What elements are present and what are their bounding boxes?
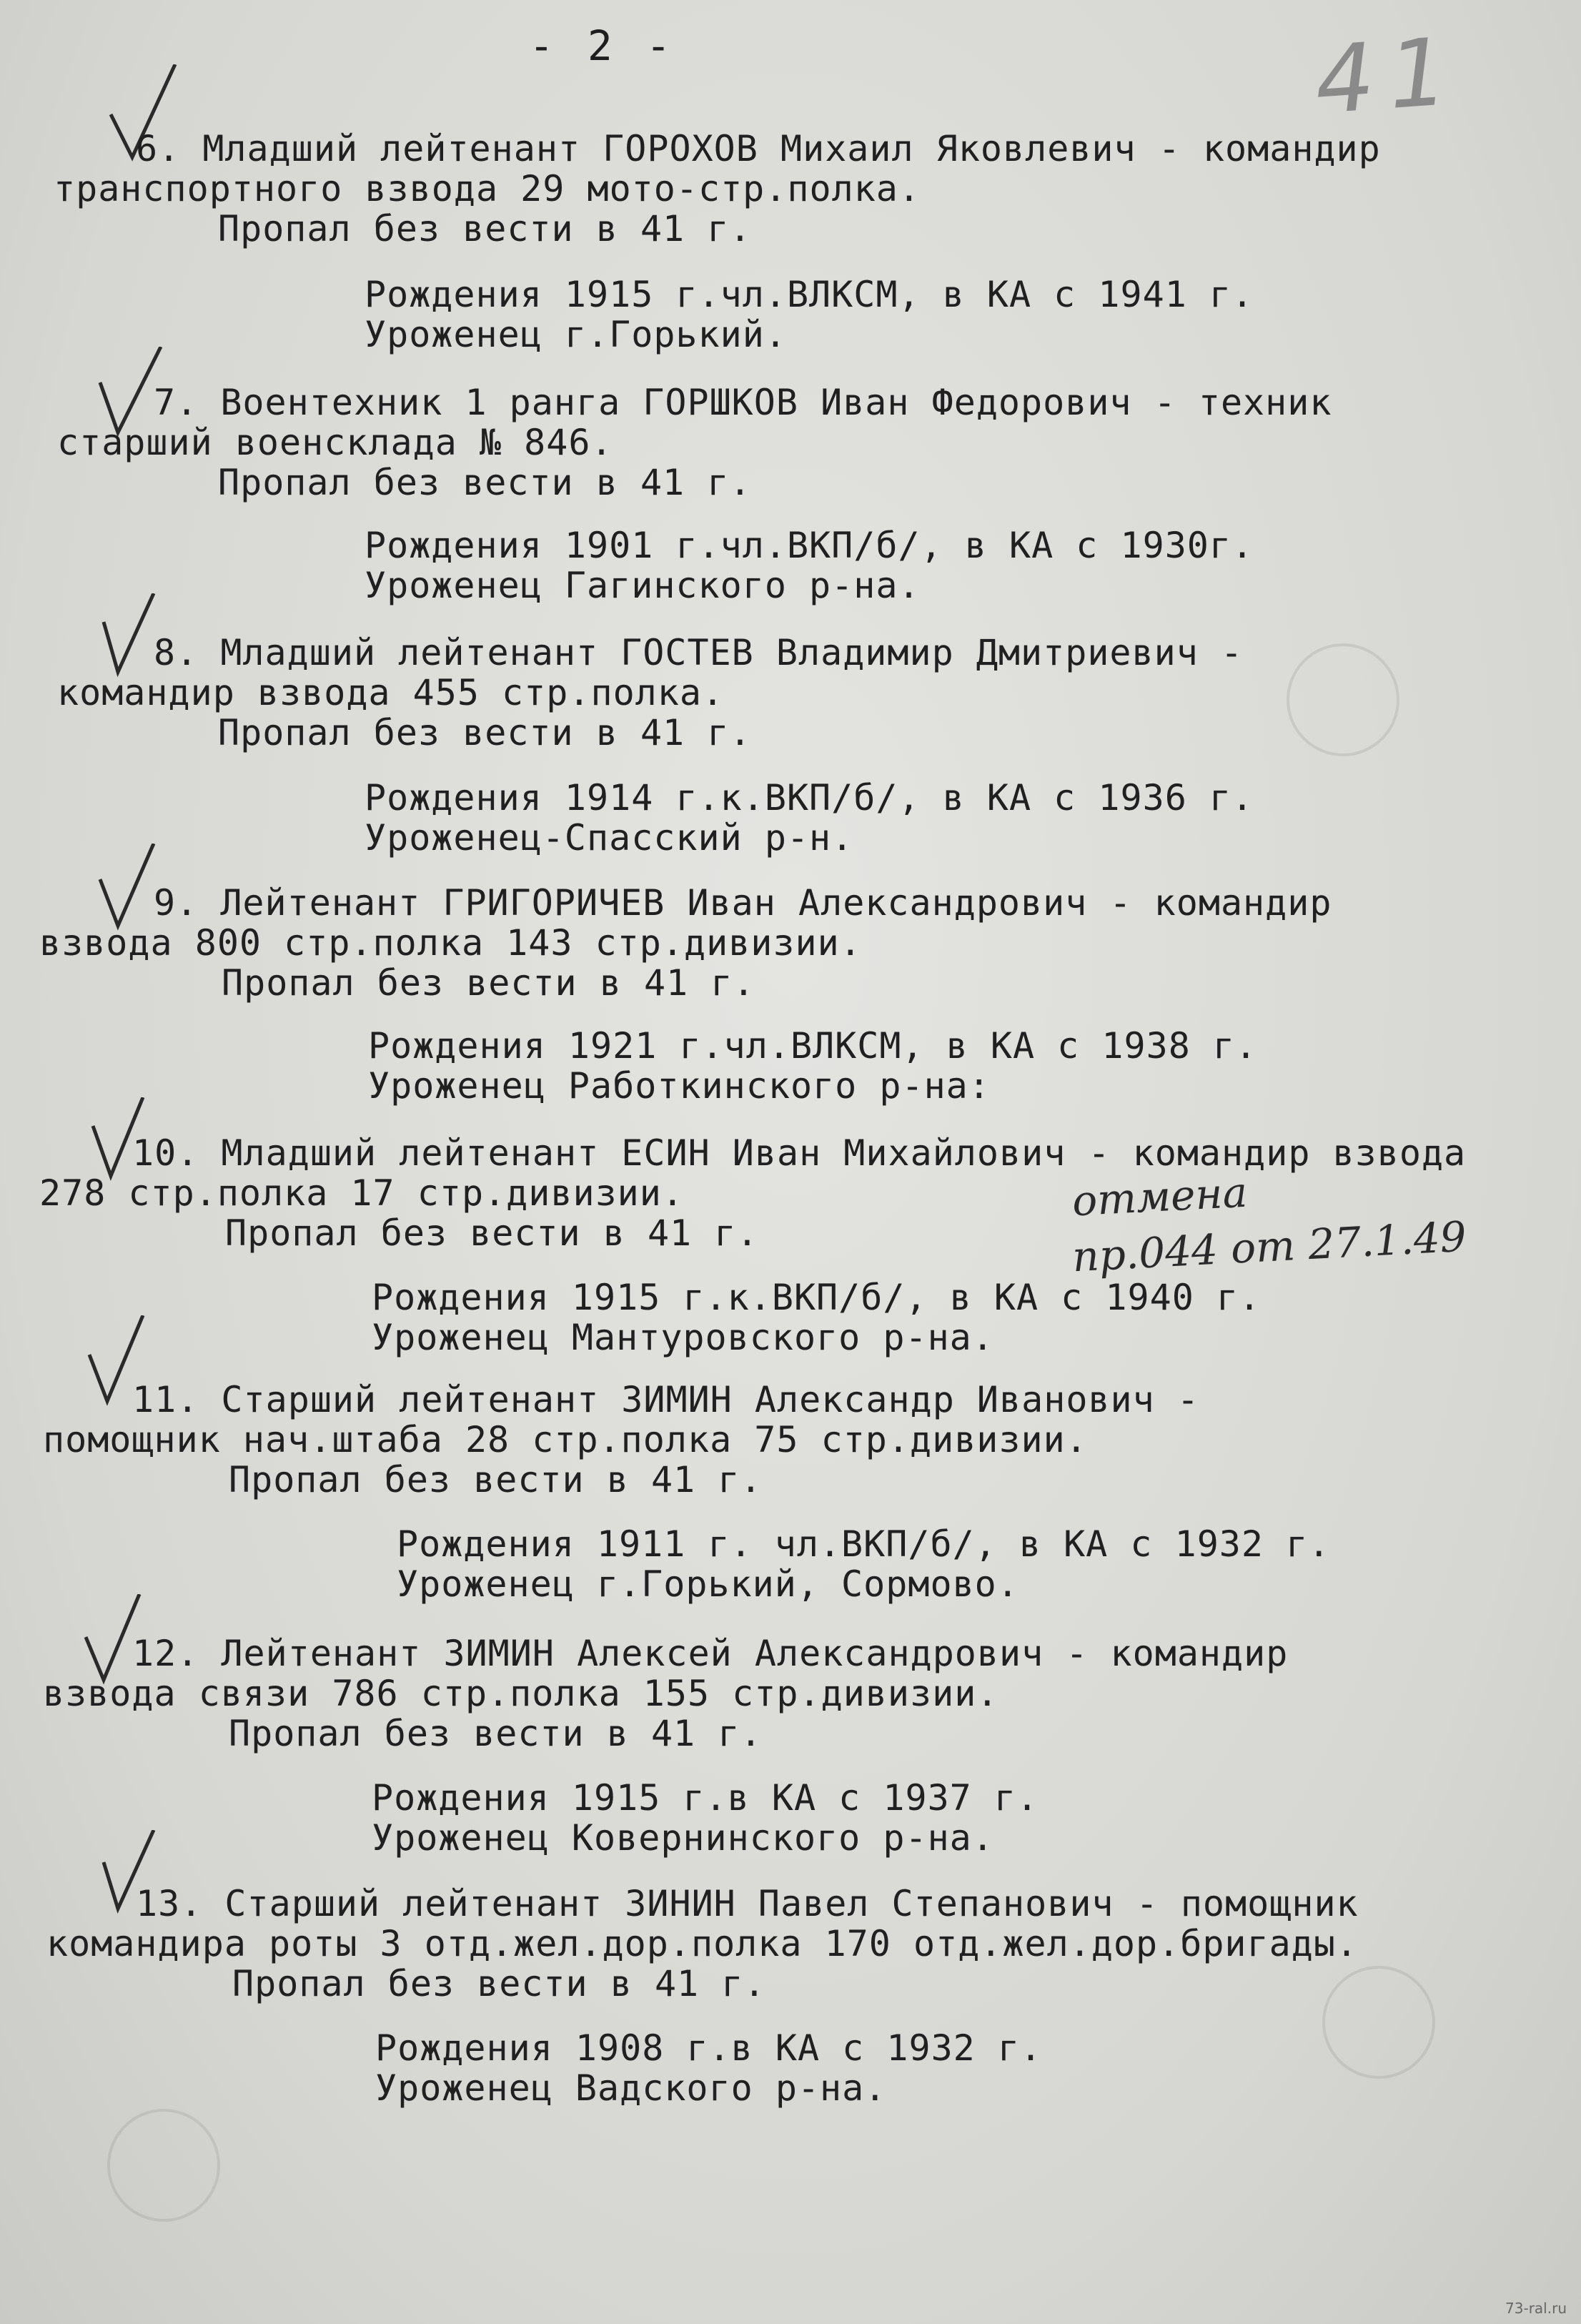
entry-detail: Рождения 1908 г.в КА с 1932 г. [375, 2027, 1043, 2069]
entry-line: 278 стр.полка 17 стр.дивизии. [39, 1172, 684, 1214]
entry-detail: Уроженец Вадского р-на. [375, 2067, 887, 2109]
entry-detail: Уроженец г.Горький. [365, 314, 787, 355]
entry-detail: Рождения 1911 г. чл.ВКП/б/, в КА с 1932 г. [397, 1523, 1331, 1565]
entry-line: старший военсклада № 846. [57, 422, 613, 463]
entry-detail: Уроженец Ковернинского р-на. [372, 1817, 994, 1859]
entry-line: Лейтенант ГРИГОРИЧЕВ Иван Александрович - командир [220, 882, 1332, 924]
faint-stamp [1322, 1966, 1435, 2079]
annotation-line: пр.044 от 27.1.49 [1071, 1212, 1468, 1282]
entry-line: Пропал без вести в 41 г. [222, 962, 755, 1004]
entry-number: 13. [136, 1883, 203, 1924]
entry-number: 12. [132, 1633, 199, 1674]
entry-line: командира роты 3 отд.жел.дор.полка 170 отд.жел.дор.бригады. [46, 1923, 1359, 1964]
entry-line: Пропал без вести в 41 г. [232, 1963, 766, 2004]
faint-stamp [107, 2109, 220, 2222]
entry-number: 8. [154, 632, 199, 673]
entry-line: Пропал без вести в 41 г. [218, 462, 752, 503]
entry-detail: Рождения 1915 г.чл.ВЛКСМ, в КА с 1941 г. [365, 274, 1254, 315]
entry-detail: Рождения 1901 г.чл.ВКП/б/, в КА с 1930г. [365, 525, 1254, 566]
entry-number: 11. [132, 1379, 199, 1420]
entry-line: Пропал без вести в 41 г. [218, 208, 752, 249]
entry-detail: Рождения 1921 г.чл.ВЛКСМ, в КА с 1938 г. [368, 1025, 1258, 1067]
annotation-line: отмена [1071, 1167, 1249, 1226]
page-number: - 2 - [529, 21, 675, 70]
entry-line: Пропал без вести в 41 г. [218, 712, 752, 753]
entry-line: транспортного взвода 29 мото-стр.полка. [54, 168, 921, 209]
watermark: 73-ral.ru [1505, 2300, 1567, 2317]
handwritten-annotation [1071, 1167, 1572, 1294]
entry-line: командир взвода 455 стр.полка. [57, 672, 725, 713]
faint-stamp [1287, 643, 1399, 756]
archive-number: 41 [1311, 16, 1466, 135]
entry-line: Воентехник 1 ранга ГОРШКОВ Иван Федорович - техник [220, 382, 1332, 423]
entry-number: 6. [136, 128, 181, 169]
entry-line: Младший лейтенант ГОСТЕВ Владимир Дмитриевич - [220, 632, 1244, 673]
entry-number: 10. [132, 1132, 199, 1174]
entry-line: Младший лейтенант ГОРОХОВ Михаил Яковлевич - командир [202, 128, 1381, 169]
entry-line: Младший лейтенант ЕСИН Иван Михайлович - командир взвода [221, 1132, 1467, 1174]
entry-line: взвода 800 стр.полка 143 стр.дивизии. [39, 922, 862, 964]
entry-detail: Уроженец Работкинского р-на: [368, 1065, 991, 1107]
entry-detail: Уроженец Гагинского р-на. [365, 565, 921, 606]
entry-detail: Уроженец-Спасский р-н. [365, 817, 854, 859]
entry-detail: Рождения 1914 г.к.ВКП/б/, в КА с 1936 г. [365, 777, 1254, 819]
entry-number: 7. [154, 382, 199, 423]
entry-detail: Уроженец Мантуровского р-на. [372, 1317, 994, 1358]
entry-detail: Уроженец г.Горький, Сормово. [397, 1563, 1019, 1605]
entry-number: 9. [154, 882, 199, 924]
entry-detail: Рождения 1915 г.в КА с 1937 г. [372, 1777, 1039, 1819]
entry-line: Пропал без вести в 41 г. [225, 1212, 759, 1254]
entry-line: помощник нач.штаба 28 стр.полка 75 стр.дивизии. [43, 1419, 1088, 1460]
entry-line: Пропал без вести в 41 г. [229, 1459, 763, 1500]
entry-line: взвода связи 786 стр.полка 155 стр.дивизии. [43, 1673, 999, 1714]
entry-line: Старший лейтенант ЗИМИН Александр Иванович - [221, 1379, 1199, 1420]
entry-line: Пропал без вести в 41 г. [229, 1713, 763, 1754]
entry-line: Старший лейтенант ЗИНИН Павел Степанович - помощник [224, 1883, 1359, 1924]
entry-line: Лейтенант ЗИМИН Алексей Александрович - командир [221, 1633, 1289, 1674]
entry-detail: Рождения 1915 г.к.ВКП/б/, в КА с 1940 г. [372, 1277, 1262, 1318]
